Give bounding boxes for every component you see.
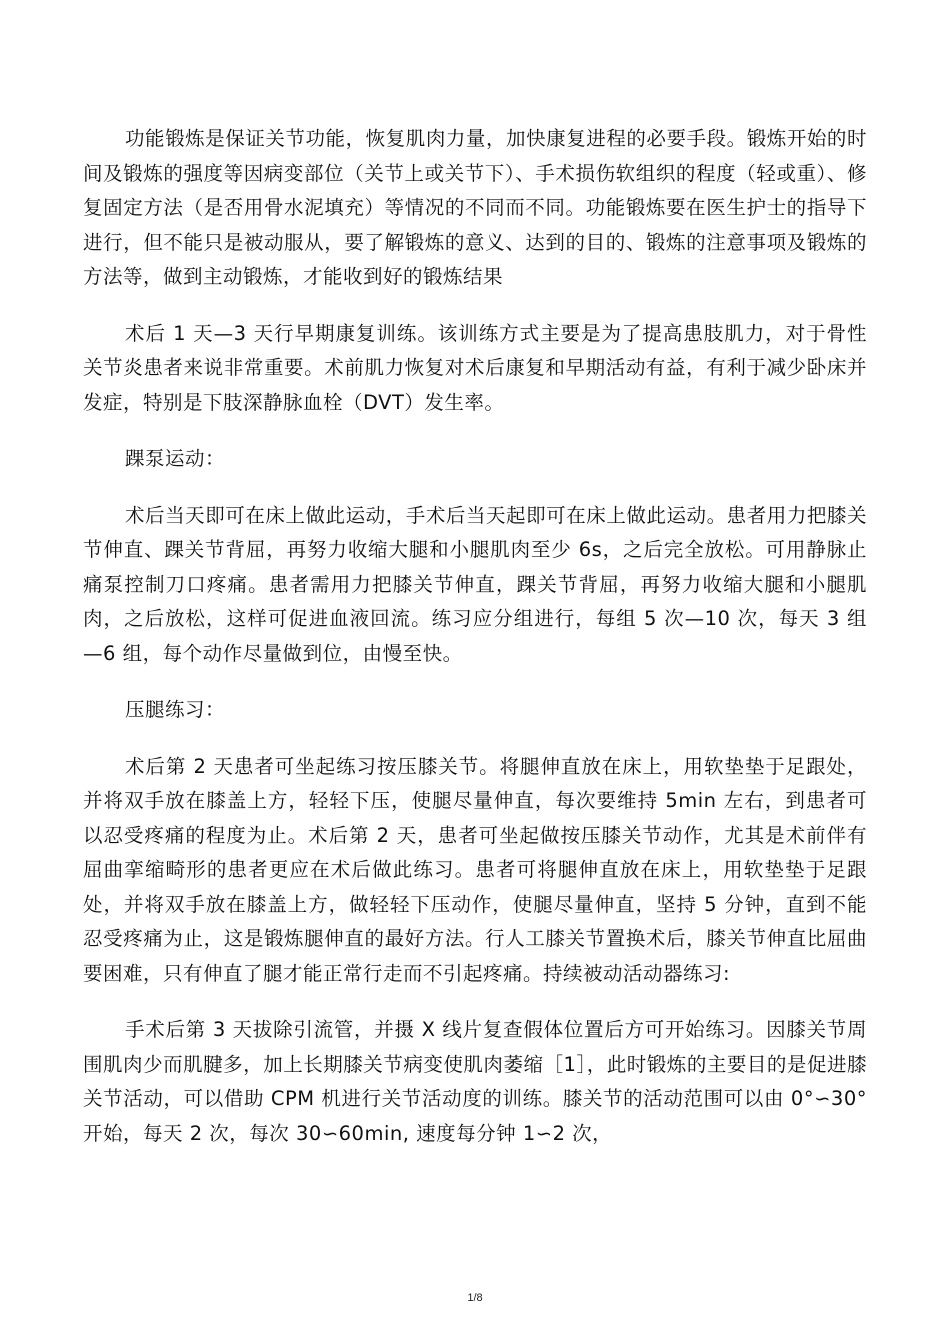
paragraph-leg-press: 术后第 2 天患者可坐起练习按压膝关节。将腿伸直放在床上，用软垫垫于足跟处，并将双手放在膝盖上方，轻轻下压，使腿尽量伸直，每次要维持 5min 左右，到患者可以忍受疼痛的程度为止。术后第 2 天，患者可坐起做按压膝关节动作，尤其是术前伴有屈曲挛缩畸形的患者更应在术后做此练习。患者可将腿伸直放在床上，用软垫垫于足跟处，并将双手放在膝盖上方，做轻轻下压动作，使腿尽量伸直，坚持 5 分钟，直到不能忍受疼痛为止，这是锻炼腿伸直的最好方法。行人工膝关节置换术后，膝关节伸直比屈曲要困难，只有伸直了腿才能正常行走而不引起疼痛。持续被动活动器练习: (83, 754, 867, 985)
document-body (83, 122, 867, 1173)
page-number: 1/8 (467, 1292, 483, 1304)
paragraph-early-rehab: 术后 1 天—3 天行早期康复训练。该训练方式主要是为了提高患肢肌力，对于骨性关节炎患者来说非常重要。术前肌力恢复对术后康复和早期活动有益，有利于减少卧床并发症，特别是下肢深静脉血栓（DVT）发生率。 (83, 321, 867, 414)
paragraph-ankle-pump: 术后当天即可在床上做此运动，手术后当天起即可在床上做此运动。患者用力把膝关节伸直、踝关节背屈，再努力收缩大腿和小腿肌肉至少 6s，之后完全放松。可用静脉止痛泵控制刀口疼痛。患者需用力把膝关节伸直，踝关节背屈，再努力收缩大腿和小腿肌肉，之后放松，这样可促进血液回流。练习应分组进行，每组 5 次—10 次，每天 3 组—6 组，每个动作尽量做到位，由慢至快。 (83, 503, 867, 665)
section-heading-leg-press: 压腿练习： (125, 698, 226, 721)
paragraph-intro: 功能锻炼是保证关节功能，恢复肌肉力量，加快康复进程的必要手段。锻炼开始的时间及锻炼的强度等因病变部位（关节上或关节下）、手术损伤软组织的程度（轻或重）、修复固定方法（是否用骨水泥填充）等情况的不同而不同。功能锻炼要在医生护士的指导下进行，但不能只是被动服从，要了解锻炼的意义、达到的目的、锻炼的注意事项及锻炼的方法等，做到主动锻炼，才能收到好的锻炼结果 (83, 127, 867, 288)
section-heading-ankle-pump: 踝泵运动： (125, 447, 226, 470)
paragraph-cpm: 手术后第 3 天拔除引流管，并摄 X 线片复查假体位置后方可开始练习。因膝关节周围肌肉少而肌腱多，加上长期膝关节病变使肌肉萎缩［1］，此时锻炼的主要目的是促进膝关节活动，可以借助 CPM 机进行关节活动度的训练。膝关节的活动范围可以由 0°∽30°开始，每天 2 次，每次 30∽60min, 速度每分钟 1∽2 次， (83, 1018, 867, 1145)
